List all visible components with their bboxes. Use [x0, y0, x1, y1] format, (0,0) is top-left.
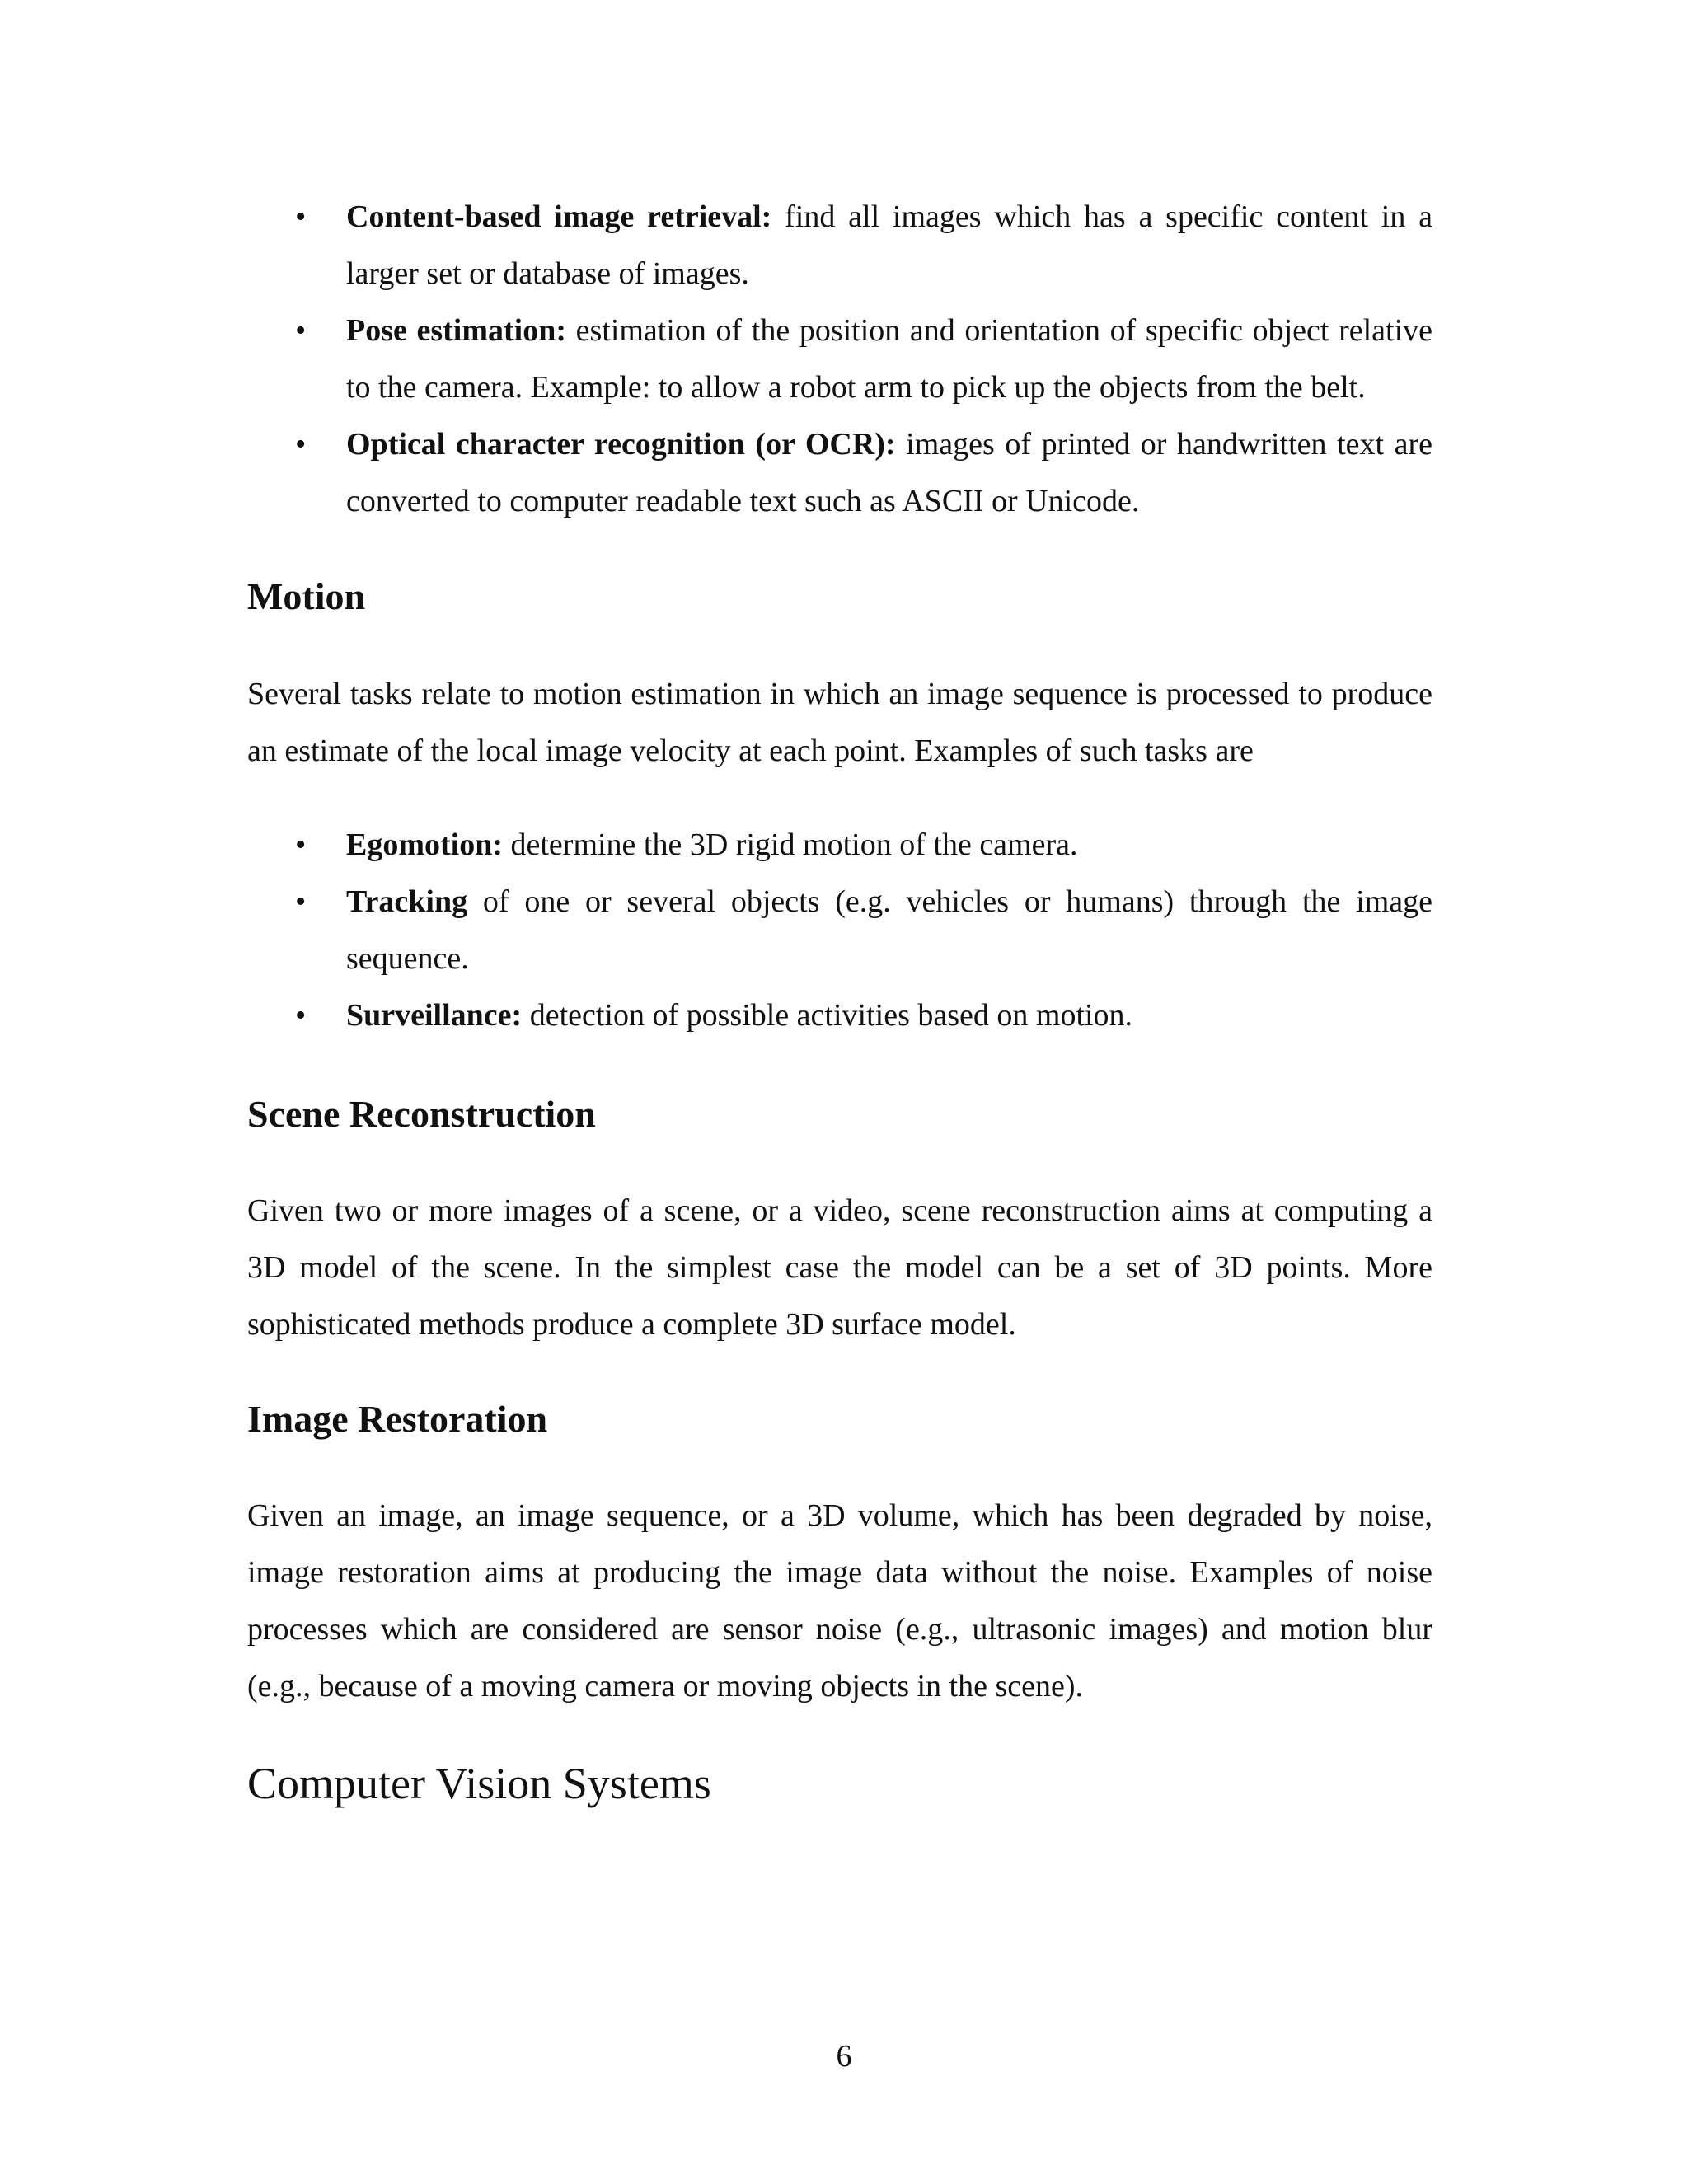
list-item-text: of one or several objects (e.g. vehicles or humans) through the image sequence. — [346, 884, 1432, 976]
paragraph-scene-reconstruction: Given two or more images of a scene, or a video, scene reconstruction aims at computing a 3D model of the scene. In the simplest case the model can be a set of 3D points. More sophisticated methods produce a complete 3D surface model. — [247, 1193, 1432, 1342]
list-item-text: images of printed or handwritten text are converted to computer readable text such as ASCII or Unicode. — [346, 427, 1433, 518]
list-item-text: estimation of the position and orientation of specific object relative to the camera. Example: to allow a robot arm to pick up the objects from the belt. — [346, 313, 1432, 405]
list-item-term: Tracking — [346, 884, 468, 919]
heading-scene-reconstruction: Scene Reconstruction — [247, 1093, 596, 1135]
list-item-term: Pose estimation: — [346, 313, 566, 348]
list-item — [247, 416, 1432, 530]
heading-motion: Motion — [247, 575, 366, 617]
list-item-term: Surveillance: — [346, 998, 523, 1033]
list-item — [247, 817, 1432, 874]
bullet-list-motion — [247, 817, 1432, 1044]
list-item-term: Optical character recognition (or OCR): — [346, 427, 896, 462]
list-item — [247, 189, 1432, 302]
list-item — [247, 302, 1432, 416]
list-item-text: determine the 3D rigid motion of the camera. — [503, 827, 1078, 862]
paragraph-image-restoration: Given an image, an image sequence, or a 3D volume, which has been degraded by noise, image restoration aims at producing the image data without the noise. Examples of noise processes which are considered are sensor noise (e.g., ultrasonic images) and motion blur (e.g., because of a moving camera or moving objects in the scene). — [247, 1498, 1432, 1704]
list-item — [247, 987, 1432, 1044]
list-item-text: find all images which has a specific content in a larger set or database of images. — [346, 199, 1432, 291]
heading-image-restoration: Image Restoration — [247, 1398, 548, 1440]
list-item-term: Egomotion: — [346, 827, 503, 862]
list-item-text: detection of possible activities based on motion. — [522, 998, 1133, 1033]
page-number: 6 — [836, 2039, 852, 2074]
document-page — [247, 0, 1432, 1812]
list-item-term: Content-based image retrieval: — [346, 199, 772, 234]
list-item — [247, 874, 1432, 987]
bullet-list-recognition — [247, 189, 1432, 530]
paragraph-motion: Several tasks relate to motion estimation in which an image sequence is processed to produce an estimate of the local image velocity at each point. Examples of such tasks are — [247, 677, 1432, 768]
section-title: Computer Vision Systems — [247, 1759, 711, 1808]
